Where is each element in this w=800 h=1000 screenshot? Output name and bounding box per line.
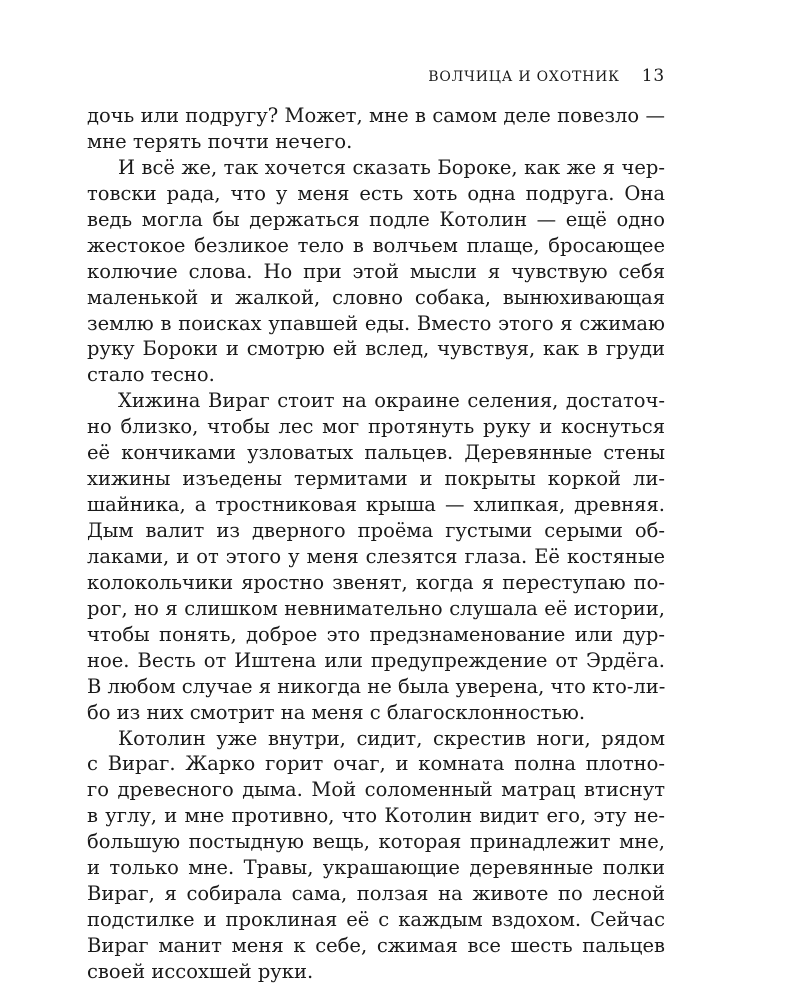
text-line: руку Бороки и смотрю ей вслед, чувствуя, как в груди: [87, 337, 665, 361]
text-line: чтобы понять, доброе это предзнаменование или дур-: [87, 622, 665, 646]
text-line: Котолин уже внутри, сидит, скрестив ноги, рядом: [118, 726, 665, 750]
running-head: [428, 66, 665, 86]
text-line: подстилке и проклиная её с каждым вздохом. Сейчас: [87, 908, 665, 932]
text-line: жестокое безликое тело в волчьем плаще, бросающее: [87, 233, 665, 257]
text-line: и только мне. Травы, украшающие деревянные полки: [87, 856, 665, 880]
text-line: хижины изъедены термитами и покрыты коркой ли-: [87, 467, 665, 491]
text-line: го древесного дыма. Мой соломенный матрац втиснут: [87, 778, 665, 802]
text-line: маленькой и жалкой, словно собака, вынюхивающая: [87, 285, 665, 309]
body-text: [87, 103, 665, 985]
text-line: колокольчики яростно звенят, когда я переступаю по-: [87, 570, 665, 594]
text-line: рог, но я слишком невнимательно слушала её истории,: [87, 596, 665, 620]
text-line: И всё же, так хочется сказать Бороке, как же я чер-: [118, 155, 665, 179]
text-line: мне терять почти нечего.: [87, 129, 353, 153]
text-line: землю в поисках упавшей еды. Вместо этого я сжимаю: [87, 311, 665, 335]
text-line: стало тесно.: [87, 363, 215, 387]
running-head-title: ВОЛЧИЦА И ОХОТНИК: [428, 69, 620, 85]
text-line: ное. Весть от Иштена или предупреждение от Эрдёга.: [87, 648, 665, 672]
page-number: 13: [641, 66, 665, 86]
text-line: в углу, и мне противно, что Котолин видит его, эту не-: [87, 804, 665, 828]
text-line: Дым валит из дверного проёма густыми серыми об-: [87, 519, 665, 542]
text-line: товски рада, что у меня есть хоть одна подруга. Она: [87, 181, 665, 205]
text-line: большую постыдную вещь, которая принадлежит мне,: [87, 830, 665, 854]
text-line: её кончиками узловатых пальцев. Деревянные стены: [87, 441, 665, 465]
text-line: с Вираг. Жарко горит очаг, и комната полна плотно-: [87, 752, 665, 776]
text-line: Вираг манит меня к себе, сжимая все шесть пальцев: [87, 934, 665, 957]
text-line: но близко, чтобы лес мог протянуть руку и коснуться: [87, 415, 665, 439]
text-line: бо из них смотрит на меня с благосклонностью.: [87, 700, 586, 724]
text-line: своей иссохшей руки.: [87, 959, 314, 983]
text-line: дочь или подругу? Может, мне в самом деле повезло —: [87, 104, 665, 127]
text-line: шайника, а тростниковая крыша — хлипкая, древняя.: [87, 493, 665, 517]
text-line: В любом случае я никогда не была уверена, что кто-ли-: [87, 674, 665, 698]
text-line: Вираг, я собирала сама, ползая на животе по лесной: [87, 882, 665, 906]
text-line: лаками, и от этого у меня слезятся глаза. Её костяные: [87, 544, 665, 568]
text-line: ведь могла бы держаться подле Котолин — ещё одно: [87, 207, 665, 231]
text-line: Хижина Вираг стоит на окраине селения, достаточ-: [118, 389, 665, 413]
text-line: колючие слова. Но при этой мысли я чувствую себя: [87, 259, 665, 283]
